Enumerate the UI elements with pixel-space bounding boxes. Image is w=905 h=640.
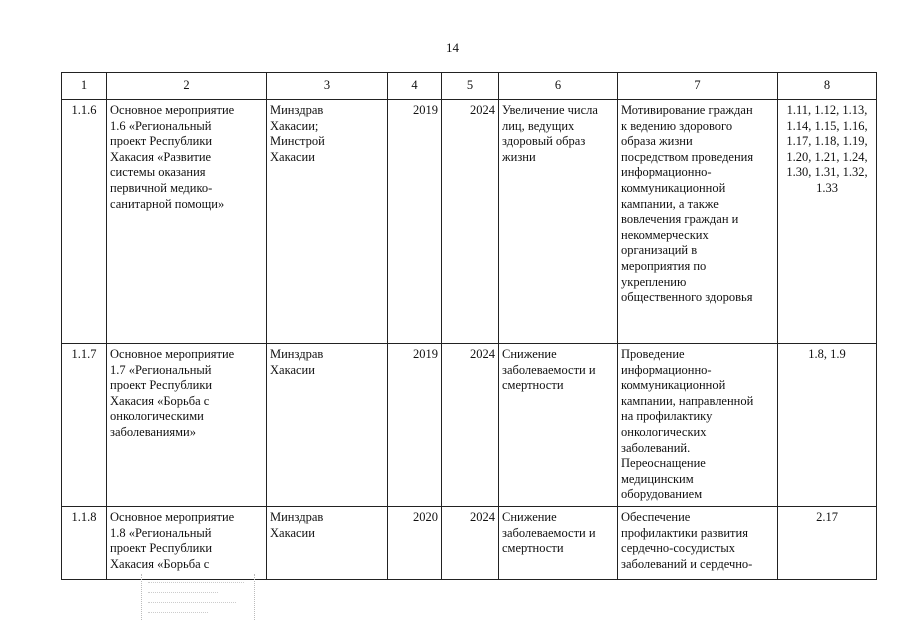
program-events-table [61,72,877,580]
header-col-7: 7 [618,73,778,100]
event-description: Проведение информационно- коммуникационной кампании, направленной на профилактику онкологических заболеваний. Переоснащение медицинским оборудованием [618,344,778,507]
event-description: Обеспечение профилактики развития сердечно-сосудистых заболеваний и сердечно- [618,507,778,580]
header-col-6: 6 [499,73,618,100]
header-col-1: 1 [62,73,107,100]
indicators: 1.8, 1.9 [778,344,877,507]
start-year: 2019 [388,100,442,344]
end-year: 2024 [442,507,499,580]
faint-stamp [141,574,255,620]
header-col-3: 3 [267,73,388,100]
indicators: 1.11, 1.12, 1.13, 1.14, 1.15, 1.16, 1.17, 1.18, 1.19, 1.20, 1.21, 1.24, 1.30, 1.31, 1.32, 1.33 [778,100,877,344]
row-number: 1.1.8 [62,507,107,580]
event-description: Мотивирование граждан к ведению здорового образа жизни посредством проведения информационно- коммуникационной кампании, а также вовлечения граждан и некоммерческих организаций в мероприятия по укреплению общественного здоровья [618,100,778,344]
end-year: 2024 [442,100,499,344]
start-year: 2020 [388,507,442,580]
row-number: 1.1.6 [62,100,107,344]
event-name: Основное мероприятие 1.8 «Региональный проект Республики Хакасия «Борьба с [107,507,267,580]
indicators: 2.17 [778,507,877,580]
page-number: 14 [446,40,459,55]
executor: Минздрав Хакасии [267,507,388,580]
header-col-2: 2 [107,73,267,100]
expected-result: Увеличение числа лиц, ведущих здоровый образ жизни [499,100,618,344]
executor: Минздрав Хакасии [267,344,388,507]
header-col-8: 8 [778,73,877,100]
expected-result: Снижение заболеваемости и смертности [499,507,618,580]
event-name: Основное мероприятие 1.6 «Региональный проект Республики Хакасия «Развитие системы оказания первичной медико- санитарной помощи» [107,100,267,344]
header-col-5: 5 [442,73,499,100]
header-col-4: 4 [388,73,442,100]
end-year: 2024 [442,344,499,507]
start-year: 2019 [388,344,442,507]
table-row [62,344,877,507]
table-row [62,507,877,580]
header-row [62,73,877,100]
table-row [62,100,877,344]
row-number: 1.1.7 [62,344,107,507]
event-name: Основное мероприятие 1.7 «Региональный проект Республики Хакасия «Борьба с онкологическими заболеваниями» [107,344,267,507]
executor: Минздрав Хакасии; Минстрой Хакасии [267,100,388,344]
expected-result: Снижение заболеваемости и смертности [499,344,618,507]
